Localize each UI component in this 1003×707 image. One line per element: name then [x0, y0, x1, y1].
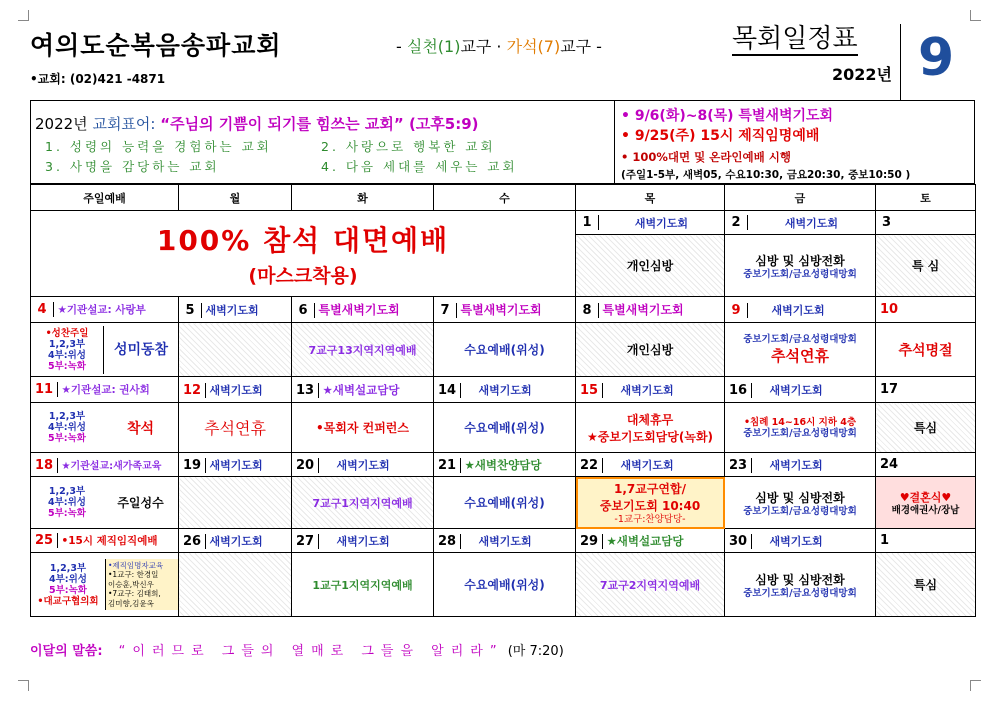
body-line: ♥결혼식♥ [899, 491, 952, 504]
districts-dash: - [396, 37, 407, 56]
sunday-note: 성미동참 [103, 326, 178, 374]
sunday-services [31, 563, 105, 607]
day-number: 21 [434, 458, 461, 473]
notice-4: (주일1-5부, 새벽05, 수요10:30, 금요20:30, 중보10:50 ) [621, 169, 911, 181]
day-cell-14 [434, 377, 576, 403]
motto-text: “주님의 기쁨이 되기를 힘쓰는 교회” (고후5:9) [160, 115, 479, 133]
in-person-worship-banner [31, 211, 576, 297]
day-body-18 [31, 477, 179, 529]
service-line: 5부:녹화 [48, 360, 86, 372]
day-body-3: 특 심 [876, 235, 976, 297]
day-cell-30 [725, 529, 876, 553]
day-event-label: ★새벽설교담당 [322, 382, 400, 397]
service-line: 1,2,3부 [48, 486, 86, 497]
day-cell-5 [179, 297, 292, 323]
day-cell-27 [292, 529, 434, 553]
day-number: 14 [434, 383, 461, 398]
info-box [30, 100, 975, 184]
day-event-label: ★새벽설교담당 [606, 533, 684, 548]
year: 2022년 [832, 65, 892, 84]
day-body-21: 수요예배(위성) [434, 477, 576, 529]
day-number: 15 [576, 383, 603, 398]
day-event-label: ★기관설교: 권사회 [61, 384, 150, 396]
day-number: 23 [725, 458, 752, 473]
day-number: 4 [31, 302, 54, 317]
body-line: 1,7교구연합/ [613, 482, 686, 496]
day-event-label: 새벽기도회 [784, 216, 839, 230]
body-line: 중보기도회/금요성령대망회 [743, 333, 857, 345]
crop-mark [18, 680, 29, 691]
day-event-label: 특별새벽기도회 [318, 303, 400, 317]
day-cell-13 [292, 377, 434, 403]
day-body-8: 개인심방 [576, 323, 725, 377]
week-5-date-row [31, 529, 976, 553]
body-line: 중보기도회/금요성령대망회 [743, 427, 857, 439]
day-event-label: 새벽기도회 [634, 216, 689, 230]
sunday-services [31, 486, 103, 519]
day-event-label: 특별새벽기도회 [602, 303, 684, 317]
day-number: 22 [576, 458, 603, 473]
week-4-date-row [31, 453, 976, 477]
service-line: 4부:위성 [48, 497, 86, 508]
day-event-label: 새벽기도회 [209, 534, 263, 548]
day-event-label: 새벽기도회 [769, 458, 823, 472]
service-line: •성찬주일 [45, 327, 89, 339]
day-number: 26 [179, 534, 206, 549]
day-cell-21 [434, 453, 576, 477]
notice-1: • 9/6(화)~8(목) 특별새벽기도회 [621, 108, 834, 124]
day-event-label: ★기관설교: 사랑부 [57, 304, 146, 316]
day-body-13: •목회자 컨퍼런스 [292, 403, 434, 453]
notices [614, 101, 977, 185]
day-body-1: 개인심방 [576, 235, 725, 297]
officer-training-note [105, 559, 178, 611]
weekday-sat: 토 [876, 185, 976, 211]
day-event-label: 새벽기도회 [478, 534, 532, 548]
service-line: 5부:녹화 [48, 508, 86, 519]
service-line: 4부:위성 [48, 422, 86, 433]
sunday-services [31, 328, 103, 372]
day-number: 25 [31, 533, 58, 548]
note-line: •1교구: 한경일 [108, 570, 159, 580]
day-number: 18 [31, 458, 58, 473]
day-number: 10 [880, 302, 899, 317]
page-title: 목회일정표 [732, 24, 858, 54]
body-line: 중보기도회/금요성령대망회 [743, 268, 857, 280]
day-number: 29 [576, 534, 603, 549]
day-number: 13 [292, 383, 319, 398]
church-phone: •교회: (02)421 -4871 [30, 72, 166, 86]
week-1-date-row [31, 211, 976, 235]
service-line: 5부:녹화 [49, 584, 87, 596]
weekday-tue: 화 [292, 185, 434, 211]
goal-1: 1. 성령의 능력을 경험하는 교회 [45, 139, 272, 154]
service-line: 4부:위성 [49, 573, 87, 585]
day-body-29: 7교구2지역지역예배 [576, 553, 725, 617]
day-cell-7 [434, 297, 576, 323]
service-line: 1,2,3부 [48, 338, 86, 350]
body-line: 중보기도회/금요성령대망회 [743, 505, 857, 517]
day-body-12: 추석연휴 [179, 403, 292, 453]
day-cell-23 [725, 453, 876, 477]
district-7-suffix: 교구 - [560, 37, 602, 56]
body-line: 중보기도회 10:40 [599, 499, 701, 513]
day-event-label: 새벽기도회 [769, 383, 823, 397]
day-body-7: 수요예배(위성) [434, 323, 576, 377]
day-cell-9 [725, 297, 876, 323]
day-cell-15 [576, 377, 725, 403]
sunday-services [31, 411, 103, 444]
service-line: 4부:위성 [48, 349, 86, 361]
body-line: 추석연휴 [771, 346, 829, 365]
banner-sub: (마스크착용) [248, 265, 358, 287]
goal-3: 3. 사명을 감당하는 교회 [45, 159, 220, 174]
note-line: 김미향,김윤옥 [108, 598, 154, 608]
day-body-10: 추석명절 [876, 323, 976, 377]
body-line: 심방 및 심방전화 [755, 490, 845, 505]
service-line: 1,2,3부 [48, 411, 86, 422]
day-body-9 [725, 323, 876, 377]
day-cell-4 [31, 297, 179, 323]
banner-main: 100% 참석 대면예배 [156, 224, 450, 257]
day-number: 3 [882, 215, 892, 230]
day-body-15 [576, 403, 725, 453]
body-line: -1교구:찬양담당- [614, 514, 686, 525]
day-number: 24 [880, 457, 899, 472]
goal-2: 2. 사랑으로 행복한 교회 [321, 139, 496, 154]
day-body-oct-1: 특심 [876, 553, 976, 617]
body-line: 심방 및 심방전화 [755, 572, 845, 587]
crop-mark [18, 10, 29, 21]
day-body-28: 수요예배(위성) [434, 553, 576, 617]
day-cell-1 [576, 211, 725, 235]
day-number: 30 [725, 534, 752, 549]
month-number: 9 [918, 28, 955, 88]
note-line: 이승훈,박신우 [108, 579, 154, 589]
day-event-label: 새벽기도회 [336, 458, 390, 472]
weekday-fri: 금 [725, 185, 876, 211]
day-body-4 [31, 323, 179, 377]
day-cell-26 [179, 529, 292, 553]
day-cell-10 [876, 297, 976, 323]
body-line: •침례 14~16시 지하 4층 [743, 416, 857, 428]
day-body-11 [31, 403, 179, 453]
verse-reference: (마 7:20) [507, 644, 564, 659]
motto-label: 교회표어: [92, 115, 156, 133]
day-event-label: •15시 제직임직예배 [61, 535, 158, 547]
weekday-sun: 주일예배 [31, 185, 179, 211]
day-event-label: 새벽기도회 [205, 303, 259, 317]
day-number: 16 [725, 383, 752, 398]
day-body-22 [576, 477, 725, 529]
church-name: 여의도순복음송파교회 [30, 31, 282, 60]
day-body-30 [725, 553, 876, 617]
week-2-body-row [31, 323, 976, 377]
day-cell-11 [31, 377, 179, 403]
day-cell-8 [576, 297, 725, 323]
day-body-19 [179, 477, 292, 529]
notice-3: • 100%대면 및 온라인예배 시행 [621, 150, 791, 164]
day-body-6: 7교구13지역지역예배 [292, 323, 434, 377]
week-3-body-row [31, 403, 976, 453]
monthly-verse [30, 640, 564, 659]
motto-year: 2022년 [35, 115, 88, 133]
district-1-suffix: 교구 · [460, 37, 507, 56]
day-cell-18 [31, 453, 179, 477]
day-body-23 [725, 477, 876, 529]
day-number: 1 [880, 533, 890, 548]
note-line: •7교구: 김태희, [108, 589, 161, 599]
week-4-body-row [31, 477, 976, 529]
day-number: 9 [725, 303, 748, 318]
page-header [30, 24, 975, 100]
weekday-wed: 수 [434, 185, 576, 211]
day-event-label: 새벽기도회 [771, 303, 825, 317]
day-number: 6 [292, 303, 315, 318]
day-body-20: 7교구1지역지역예배 [292, 477, 434, 529]
day-event-label: 새벽기도회 [620, 458, 674, 472]
day-number: 27 [292, 534, 319, 549]
service-line: 1,2,3부 [49, 562, 87, 574]
weekday-header-row [31, 185, 976, 211]
day-body-26 [179, 553, 292, 617]
sunday-note: 착석 [126, 420, 155, 437]
week-5-body-row [31, 553, 976, 617]
day-cell-28 [434, 529, 576, 553]
day-number: 19 [179, 458, 206, 473]
day-body-17: 특심 [876, 403, 976, 453]
day-cell-24 [876, 453, 976, 477]
weekday-mon: 월 [179, 185, 292, 211]
day-event-label: 새벽기도회 [478, 383, 532, 397]
day-event-label: 새벽기도회 [336, 534, 390, 548]
note-line: •제직임명자교육 [108, 560, 164, 570]
service-line: •대교구협의회 [37, 595, 99, 607]
day-cell-2 [725, 211, 876, 235]
day-cell-12 [179, 377, 292, 403]
day-number: 12 [179, 383, 206, 398]
day-number: 28 [434, 534, 461, 549]
day-cell-16 [725, 377, 876, 403]
day-cell-29 [576, 529, 725, 553]
crop-mark [970, 680, 981, 691]
header-divider [900, 24, 901, 100]
body-line: 중보기도회/금요성령대망회 [743, 587, 857, 599]
day-body-24 [876, 477, 976, 529]
week-3-date-row [31, 377, 976, 403]
day-event-label: ★기관설교:새가족교육 [61, 460, 162, 472]
goal-4: 4. 다음 세대를 세우는 교회 [321, 159, 518, 174]
day-number: 5 [179, 303, 202, 318]
verse-text: “이러므로 그들의 열매로 그들을 알리라” [118, 644, 504, 659]
day-cell-19 [179, 453, 292, 477]
day-number: 20 [292, 458, 319, 473]
day-cell-22 [576, 453, 725, 477]
day-cell-25 [31, 529, 179, 553]
day-body-2 [725, 235, 876, 297]
day-number: 8 [576, 303, 599, 318]
day-number: 7 [434, 303, 457, 318]
day-cell-17 [876, 377, 976, 403]
verse-label: 이달의 말씀: [30, 644, 103, 659]
day-cell-20 [292, 453, 434, 477]
district-1: 실천(1) [406, 37, 461, 56]
day-cell-6 [292, 297, 434, 323]
calendar-table [30, 184, 976, 617]
day-body-14: 수요예배(위성) [434, 403, 576, 453]
day-body-5 [179, 323, 292, 377]
day-body-27: 1교구1지역지역예배 [292, 553, 434, 617]
day-event-label: 새벽기도회 [769, 534, 823, 548]
day-event-label: 새벽기도회 [209, 458, 263, 472]
day-body-16 [725, 403, 876, 453]
day-event-label: ★새벽찬양담당 [464, 457, 542, 472]
district-7: 가석(7) [506, 37, 561, 56]
districts [396, 34, 602, 57]
day-event-label: 새벽기도회 [620, 383, 674, 397]
day-number: 11 [31, 382, 58, 397]
day-event-label: 새벽기도회 [209, 383, 263, 397]
day-event-label: 특별새벽기도회 [460, 303, 542, 317]
day-number: 2 [725, 215, 748, 230]
body-line: 심방 및 심방전화 [755, 253, 845, 268]
body-line: 대체휴무 [626, 412, 674, 427]
notice-2: • 9/25(주) 15시 제직임명예배 [621, 128, 820, 144]
day-body-25 [31, 553, 179, 617]
weekday-thu: 목 [576, 185, 725, 211]
service-line: 5부:녹화 [48, 433, 86, 444]
day-cell-3 [876, 211, 976, 235]
day-number: 17 [880, 382, 899, 397]
day-cell-oct-1 [876, 529, 976, 553]
sunday-note: 주일성수 [117, 496, 164, 510]
week-2-date-row [31, 297, 976, 323]
day-number: 1 [576, 215, 599, 230]
crop-mark [970, 10, 981, 21]
body-line: 배경애권사/장남 [891, 505, 960, 516]
motto [35, 113, 479, 134]
body-line: ★중보기도회담당(녹화) [586, 429, 714, 444]
